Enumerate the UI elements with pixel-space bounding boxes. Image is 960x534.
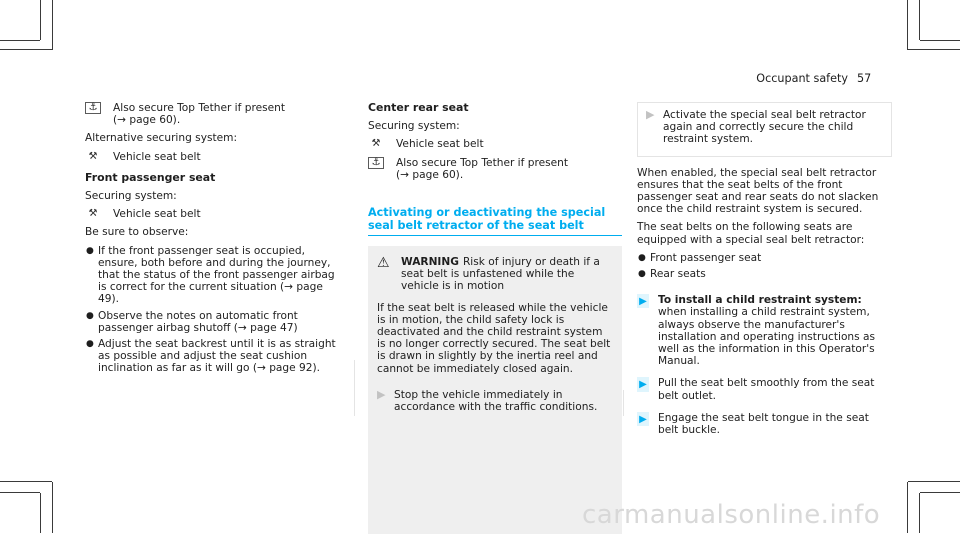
continued-step — [646, 109, 883, 146]
crop-mark — [908, 49, 960, 50]
seat-belt-icon: ⚒ — [371, 138, 381, 150]
front-heading: Front passenger seat — [85, 170, 216, 184]
step-arrow-icon: ▶ — [637, 377, 649, 391]
column-divider — [354, 360, 355, 416]
list-item: ● Rear seats — [638, 268, 706, 281]
center-item — [368, 138, 622, 150]
crop-mark — [40, 0, 41, 40]
instruction-step — [637, 412, 892, 436]
tether-row — [368, 157, 622, 181]
seat-belt-icon: ⚒ — [88, 150, 98, 162]
tether-text: Also secure Top Tether if present (→ page 60). — [396, 156, 568, 181]
crop-mark — [920, 492, 960, 493]
section-header: Occupant safety — [756, 72, 848, 85]
step-arrow-icon: ▶ — [637, 412, 649, 426]
tether-text: Also secure Top Tether if present (→ page 60). — [113, 102, 285, 127]
warning-icon: ⚠ — [377, 255, 390, 272]
instruction-text: Engage the seat belt tongue in the seat belt buckle. — [658, 411, 869, 437]
center-label: Securing system: — [368, 120, 460, 133]
alt-item-label: Vehicle seat belt — [113, 150, 201, 163]
paragraph: The seat belts on the following seats are equipped with a special seal belt retractor: — [637, 221, 865, 246]
crop-mark — [919, 493, 920, 533]
warning-label: WARNING — [401, 256, 459, 269]
step-arrow-icon: ▶ — [637, 294, 649, 308]
tether-row — [85, 102, 337, 126]
list-item: ● Front passenger seat — [638, 251, 762, 264]
warning-body: If the seat belt is released while the vehicle is in motion, the child safety lock is deactivated and the child restraint system is no longer correctly secured. The seat belt is drawn in slightly by the inertia reel and cannot be immediately closed again. — [377, 301, 611, 375]
list-item: ● Observe the notes on automatic front passenger airbag shutoff (→ page 47) — [86, 309, 298, 334]
section-title: Activating or deactivating the special seal belt retractor of the seat belt — [368, 206, 622, 236]
instruction-step — [637, 377, 892, 401]
alt-label: Alternative securing system: — [85, 132, 238, 145]
top-tether-icon: ⚓ — [85, 102, 101, 114]
warning-box — [368, 246, 622, 534]
crop-mark — [52, 0, 53, 50]
instruction-text: Pull the seat belt smoothly from the seat belt outlet. — [658, 377, 875, 402]
observe-label: Be sure to observe: — [85, 226, 189, 239]
crop-mark — [40, 493, 41, 533]
front-item — [85, 208, 337, 220]
instruction-text: To install a child restraint system: when installing a child restraint system, always observe the manufacturer's installation and operating instructions as well as the information in this Operator's Manual. — [658, 294, 876, 368]
center-item-label: Vehicle seat belt — [396, 138, 484, 151]
warning-step — [377, 389, 613, 413]
crop-mark — [908, 481, 960, 482]
column-divider — [623, 390, 624, 416]
crop-mark — [0, 492, 40, 493]
instruction-step — [637, 294, 892, 367]
seats-list — [637, 252, 892, 280]
crop-mark — [0, 49, 52, 50]
observe-list — [85, 245, 337, 375]
crop-mark — [919, 0, 920, 40]
crop-mark — [52, 482, 53, 533]
warning-step-text: Stop the vehicle immediately in accordance with the traffic conditions. — [394, 388, 598, 414]
list-item: ● Adjust the seat backrest until it is as straight as possible and adjust the seat cushion inclination as far as it will go (→ page 92). — [86, 338, 336, 375]
alt-item — [85, 151, 337, 163]
step-arrow-icon: ▶ — [646, 108, 655, 121]
front-item-label: Vehicle seat belt — [113, 208, 201, 221]
column-middle — [368, 102, 622, 534]
top-tether-icon: ⚓ — [368, 157, 384, 169]
front-label: Securing system: — [85, 190, 177, 203]
column-left — [85, 102, 337, 381]
crop-mark — [907, 0, 908, 50]
seat-belt-icon: ⚒ — [88, 208, 98, 220]
crop-mark — [907, 482, 908, 533]
crop-mark — [920, 40, 960, 41]
paragraph: When enabled, the special seal belt retractor ensures that the seat belts of the front passenger seat and rear seats do not slacken once the child restraint system is secured. — [637, 166, 879, 216]
crop-mark — [0, 40, 40, 41]
watermark: carmanualsonline.info — [582, 500, 881, 530]
page-number: 57 — [857, 72, 872, 85]
crop-mark — [0, 481, 52, 482]
continued-step-box — [637, 102, 892, 157]
step-arrow-icon: ▶ — [377, 387, 386, 401]
warning-lead: Risk of injury or death if a seat belt is unfastened while the vehicle is in motion — [401, 256, 600, 293]
warning-header — [377, 256, 613, 293]
continued-step-text: Activate the special seal belt retractor again and correctly secure the child restraint system. — [663, 109, 866, 146]
list-item: ● If the front passenger seat is occupied, ensure, both before and during the journey, that the status of the front passenger airbag is correct for the current situation (→ page 49). — [86, 244, 335, 306]
column-right — [637, 102, 892, 446]
center-heading: Center rear seat — [368, 101, 469, 114]
